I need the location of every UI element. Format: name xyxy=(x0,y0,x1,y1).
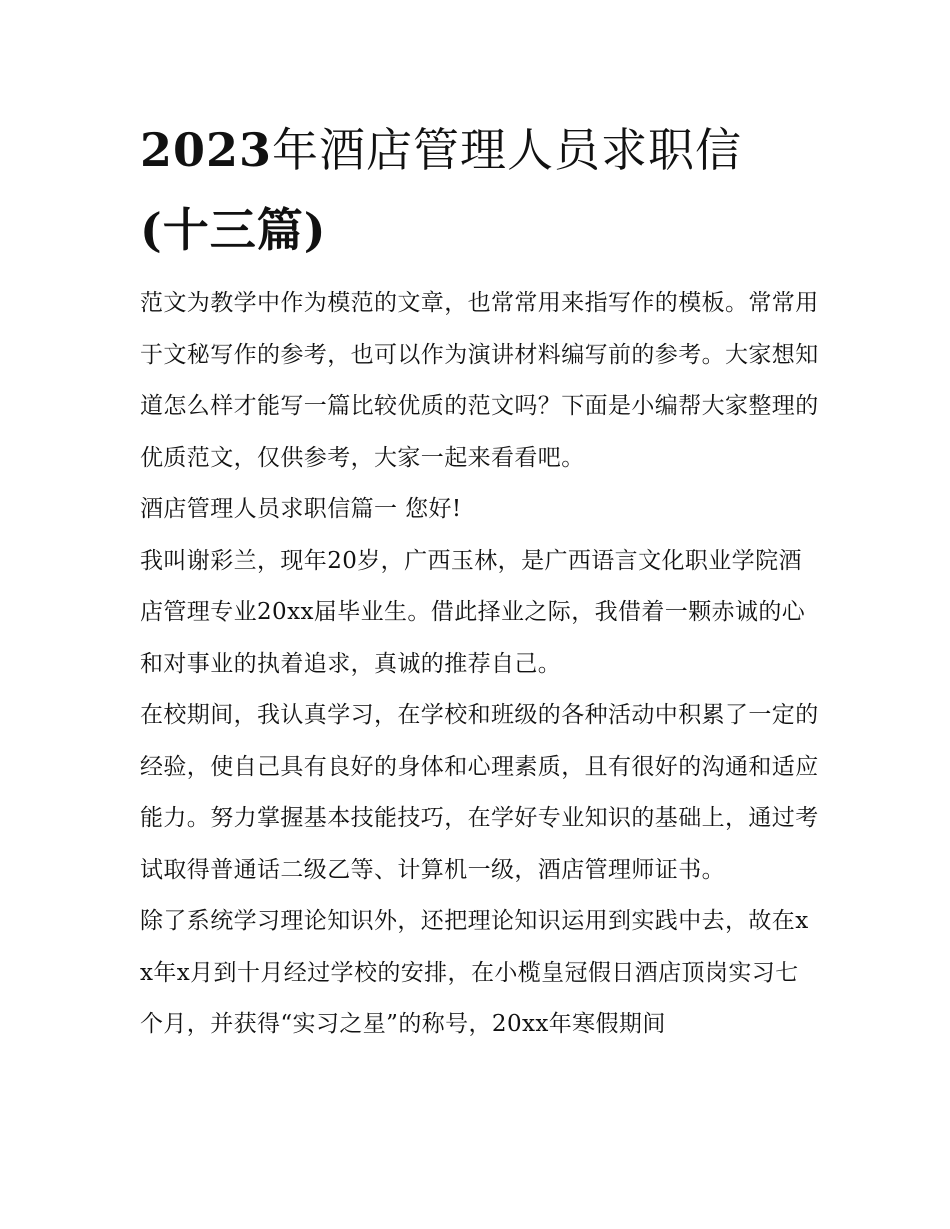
intro-paragraph: 范文为教学中作为模范的文章，也常常用来指写作的模板。常常用于文秘写作的参考，也可以作为演讲材料编写前的参考。大家想知道怎么样才能写一篇比较优质的范文吗？下面是小编帮大家整理的优质范文，仅供参考，大家一起来看看吧。 xyxy=(140,290,819,471)
document-body xyxy=(140,278,820,1051)
self-introduction-paragraph: 我叫谢彩兰，现年20岁，广西玉林，是广西语言文化职业学院酒店管理专业20xx届毕业生。借此择业之际，我借着一颗赤诚的心和对事业的执着追求，真诚的推荐自己。 xyxy=(140,547,806,677)
school-experience-paragraph: 在校期间，我认真学习，在学校和班级的各种活动中积累了一定的经验，使自己具有良好的身体和心理素质，且有很好的沟通和适应能力。努力掌握基本技能技巧，在学好专业知识的基础上，通过考试取得普通话二级乙等、计算机一级，酒店管理师证书。 xyxy=(140,702,819,883)
title-subtitle: (十三篇) xyxy=(140,203,327,257)
section-heading-paragraph: 酒店管理人员求职信篇一 您好! xyxy=(140,496,462,522)
title-main: 年酒店管理人员求职信 xyxy=(272,123,743,177)
document-title xyxy=(140,110,820,270)
internship-paragraph: 除了系统学习理论知识外，还把理论知识运用到实践中去，故在xx年x月到十月经过学校的安排，在小榄皇冠假日酒店顶岗实习七个月，并获得“实习之星”的称号，20xx年寒假期间 xyxy=(140,908,809,1037)
title-year: 2023 xyxy=(140,123,273,177)
